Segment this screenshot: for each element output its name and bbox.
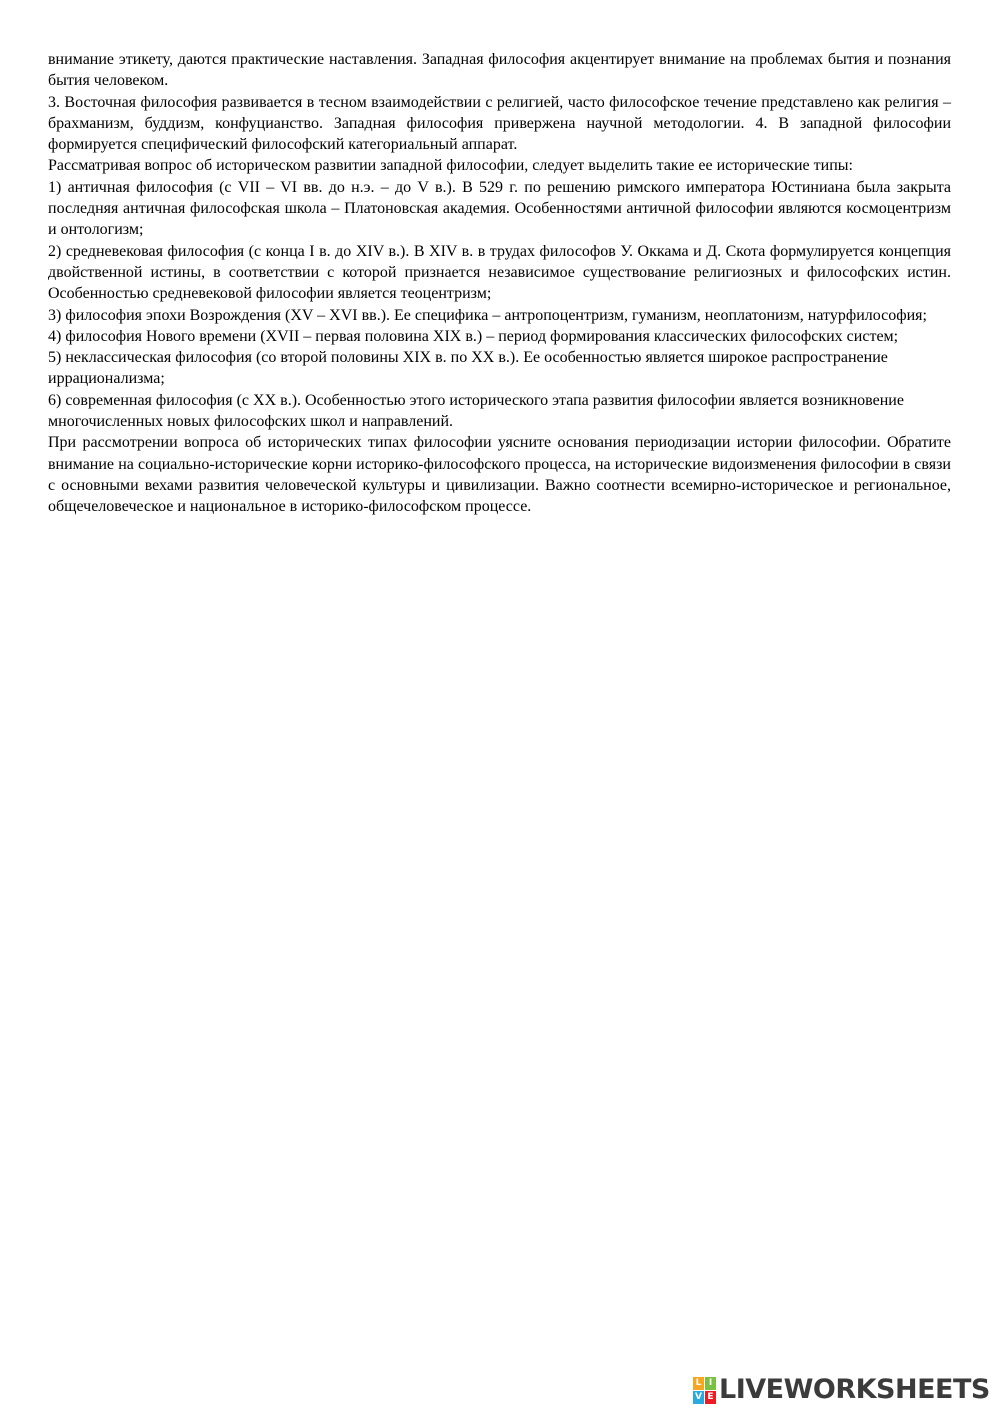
liveworksheets-logo[interactable] xyxy=(693,1376,990,1404)
paragraph-9: 6) современная философия (с XX в.). Особенностью этого исторического этапа развития философии является возникновение многочисленных новых философских школ и направлений. xyxy=(48,391,904,431)
paragraph-4: 1) античная философия (с VII – VI вв. до н.э. – до V в.). В 529 г. по решению римского императора Юстиниана была закрыта последняя античная философская школа – Платоновская академия. Особенностями античной философии являются космоцентризм и онтологизм; xyxy=(48,178,951,239)
paragraph-2: 3. Восточная философия развивается в тесном взаимодействии с религией, часто философское течение представлено как религия – брахманизм, буддизм, конфуцианство. Западная философия привержена научной методологии. 4. В западной философии формируется специфический философский категориальный аппарат. xyxy=(48,93,951,154)
liveworksheets-logo-icon xyxy=(693,1377,716,1404)
document-page xyxy=(48,49,951,518)
paragraph-5: 2) средневековая философия (с конца I в. до XIV в.). В XIV в. в трудах философов У. Оккама и Д. Скота формулируется концепция двойственной истины, в соответствии с которой признается независимое существование религиозных и философских истин. Особенностью средневековой философии является теоцентризм; xyxy=(48,242,951,303)
logo-mark-letter: L xyxy=(693,1377,704,1390)
paragraph-6: 3) философия эпохи Возрождения (XV – XVI вв.). Ее специфика – антропоцентризм, гуманизм, неоплатонизм, натурфилософия; xyxy=(48,306,927,324)
paragraph-1: внимание этикету, даются практические наставления. Западная философия акцентирует внимание на проблемах бытия и познания бытия человеком. xyxy=(48,51,951,90)
paragraph-10: При рассмотрении вопроса об исторических типах философии уясните основания периодизации истории философии. Обратите внимание на социально-исторические корни историко-философского процесса, на исторические видоизменения философии в связи с основными вехами развития человеческой культуры и цивилизации. Важно соотнести всемирно-историческое и региональное, общечеловеческое и национальное в историко-философском процессе. xyxy=(48,434,951,516)
logo-mark-letter: V xyxy=(693,1391,704,1404)
paragraph-3: Рассматривая вопрос об историческом развитии западной философии, следует выделить такие ее исторические типы: xyxy=(48,157,853,175)
paragraph-8: 5) неклассическая философия (со второй половины XIX в. по XX в.). Ее особенностью является широкое распространение иррационализма; xyxy=(48,349,888,388)
paragraph-7: 4) философия Нового времени (XVII – первая половина XIX в.) – период формирования классических философских систем; xyxy=(48,327,899,345)
logo-mark-letter: E xyxy=(705,1391,716,1404)
logo-text: LIVEWORKSHEETS xyxy=(719,1374,990,1405)
logo-mark-letter: I xyxy=(705,1377,716,1390)
